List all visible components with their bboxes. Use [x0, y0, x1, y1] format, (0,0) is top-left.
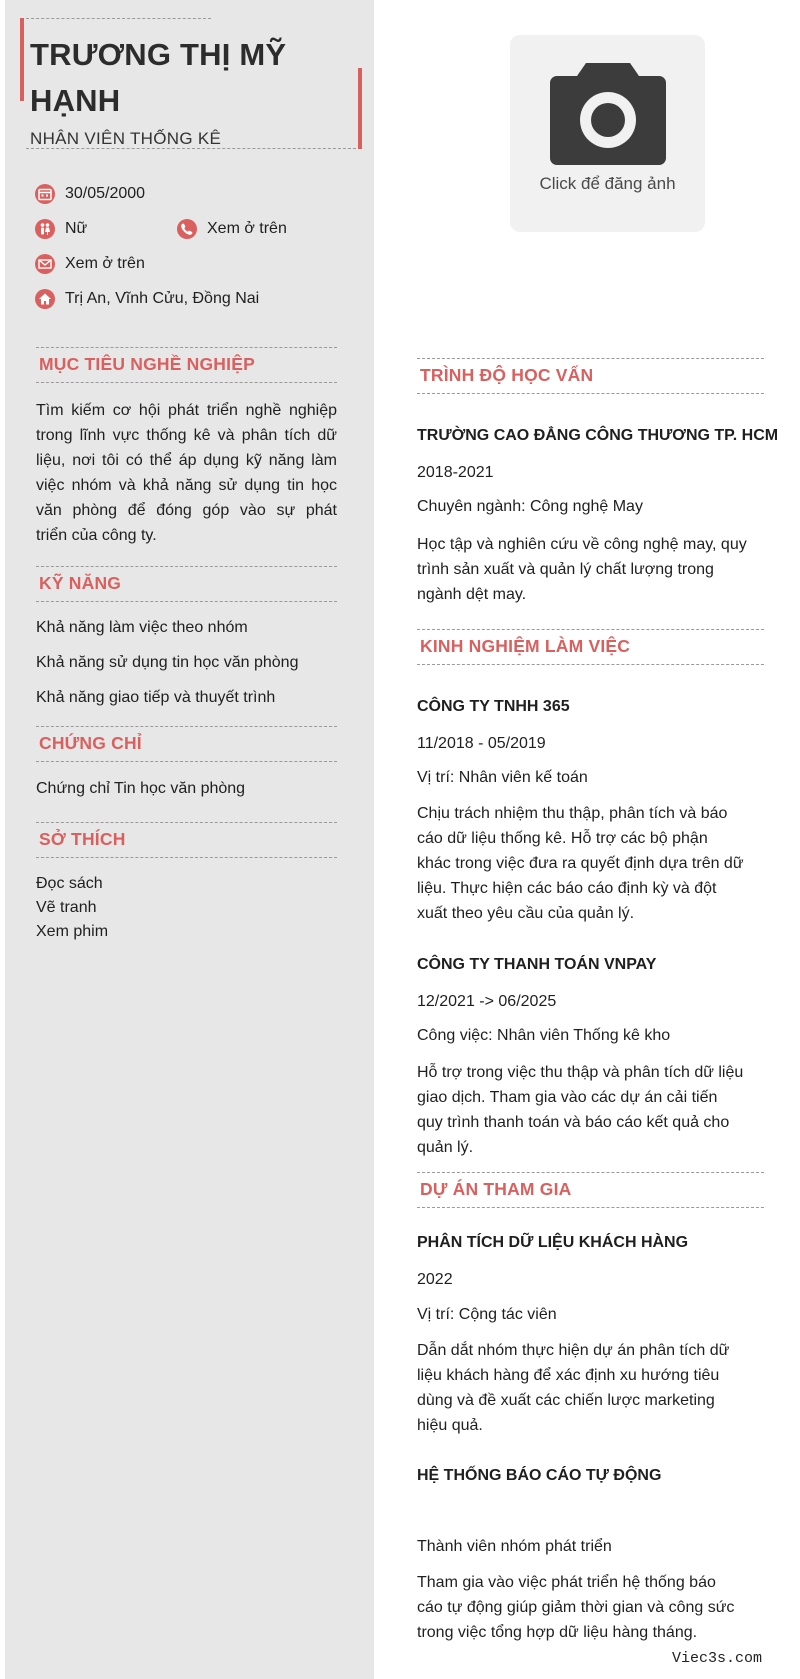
contact-birthday[interactable]: [35, 184, 145, 204]
project-line: hiệu quả.: [417, 1417, 483, 1434]
skill-item: Khả năng sử dụng tin học văn phòng: [36, 654, 299, 671]
address-value: Trị An, Vĩnh Cửu, Đồng Nai: [65, 290, 260, 307]
job-role: Công việc: Nhân viên Thống kê kho: [417, 1027, 671, 1044]
skill-item: Khả năng giao tiếp và thuyết trình: [36, 689, 276, 706]
candidate-name[interactable]: TRƯƠNG THỊ MỸ HẠNH: [30, 37, 287, 118]
project-role: Vị trí: Cộng tác viên: [417, 1306, 557, 1323]
section-header-projects: [417, 1172, 764, 1208]
envelope-icon: [35, 254, 55, 274]
contact-address[interactable]: [35, 289, 259, 309]
objective-line: trong lĩnh vực thống kê và phân tích dữ: [36, 427, 337, 444]
objective-line: việc nhóm và khả năng sử dụng tin học: [36, 477, 337, 494]
project-name: HỆ THỐNG BÁO CÁO TỰ ĐỘNG: [417, 1467, 662, 1484]
section-header-education: [417, 358, 764, 394]
job-description: [417, 1060, 767, 1160]
contact-email[interactable]: [35, 254, 145, 274]
projects-title: DỰ ÁN THAM GIA: [420, 1179, 572, 1199]
objective-text: [36, 398, 337, 548]
job-line: liệu. Thực hiện các báo cáo định kỳ và đột: [417, 880, 717, 897]
hobby-item: Vẽ tranh: [36, 899, 97, 916]
hobby-item: Đọc sách: [36, 875, 103, 892]
gender-icon: [35, 219, 55, 239]
project-role: Thành viên nhóm phát triển: [417, 1538, 612, 1555]
project-line: Dẫn dắt nhóm thực hiện dự án phân tích dữ: [417, 1342, 730, 1359]
calendar-icon: [35, 184, 55, 204]
hobbies-title: SỞ THÍCH: [39, 829, 126, 849]
skills-title: KỸ NĂNG: [39, 573, 122, 593]
job-line: quy trình thanh toán và báo cáo kết quả cho: [417, 1114, 730, 1131]
job-period: 12/2021 -> 06/2025: [417, 993, 557, 1010]
education-line: ngành dệt may.: [417, 586, 527, 603]
project-year: 2022: [417, 1271, 453, 1288]
certificates-title: CHỨNG CHỈ: [39, 733, 142, 753]
education-line: Học tập và nghiên cứu về công nghệ may, quy: [417, 536, 747, 553]
contact-gender[interactable]: [35, 219, 87, 239]
job-role: Vị trí: Nhân viên kế toán: [417, 769, 588, 786]
objective-line: văn phòng để đóng góp vào sự phát: [36, 502, 337, 519]
camera-icon: [550, 63, 666, 165]
project-name: PHÂN TÍCH DỮ LIỆU KHÁCH HÀNG: [417, 1234, 689, 1251]
name-block: [20, 18, 360, 148]
skill-item: Khả năng làm việc theo nhóm: [36, 619, 248, 636]
certificate-item: Chứng chỉ Tin học văn phòng: [36, 780, 246, 797]
experience-title: KINH NGHIỆM LÀM VIỆC: [420, 636, 631, 656]
photo-upload-label: Click để đăng ảnh: [539, 174, 676, 193]
education-period: 2018-2021: [417, 464, 494, 481]
photo-upload[interactable]: [510, 35, 705, 232]
accent-bar-right: [358, 68, 362, 149]
objective-line: Tìm kiếm cơ hội phát triển nghề nghiệp: [36, 402, 337, 419]
objective-line: liệu, nơi tôi có thể áp dụng kỹ năng làm: [36, 452, 337, 469]
education-line: trình sản xuất và quản lý chất lượng trong: [417, 561, 714, 578]
job-title[interactable]: NHÂN VIÊN THỐNG KÊ: [30, 129, 222, 148]
section-header-hobbies: [36, 822, 337, 858]
hobby-item: Xem phim: [36, 923, 109, 940]
section-header-skills: [36, 566, 337, 602]
section-header-objective: [36, 347, 337, 383]
email-value: Xem ở trên: [65, 255, 145, 272]
project-line: dùng và đề xuất các chiến lược marketing: [417, 1392, 715, 1409]
project-line: liệu khách hàng để xác định xu hướng tiêu: [417, 1367, 720, 1384]
job-line: Chịu trách nhiệm thu thập, phân tích và báo: [417, 805, 728, 822]
job-description: [417, 801, 767, 926]
job-line: Hỗ trợ trong việc thu thập và phân tích dữ liệu: [417, 1064, 744, 1081]
school-name: TRƯỜNG CAO ĐẲNG CÔNG THƯƠNG TP. HCM: [417, 427, 779, 444]
objective-title: MỤC TIÊU NGHỀ NGHIỆP: [39, 354, 255, 374]
gender-value: Nữ: [65, 220, 88, 237]
job-line: giao dịch. Tham gia vào các dự án cải tiến: [417, 1089, 718, 1106]
job-line: quản lý.: [417, 1139, 474, 1156]
accent-bar-left: [20, 18, 24, 101]
section-header-certificates: [36, 726, 337, 762]
project-description: [417, 1570, 767, 1645]
contact-phone[interactable]: [177, 219, 287, 239]
job-line: cáo dữ liệu thống kê. Hỗ trợ các bộ phận: [417, 830, 708, 847]
project-line: Tham gia vào việc phát triển hệ thống báo: [417, 1574, 716, 1591]
project-line: trong việc tổng hợp dữ liệu hàng tháng.: [417, 1624, 698, 1641]
job-period: 11/2018 - 05/2019: [417, 735, 546, 752]
job-line: xuất theo yêu cầu của quản lý.: [417, 905, 635, 922]
birthday-value: 30/05/2000: [65, 185, 146, 202]
job-company: CÔNG TY THANH TOÁN VNPAY: [417, 956, 657, 973]
education-title: TRÌNH ĐỘ HỌC VẤN: [420, 365, 594, 385]
education-major: Chuyên ngành: Công nghệ May: [417, 498, 643, 515]
objective-line: triển của công ty.: [36, 527, 157, 544]
project-line: cáo tự động giúp giảm thời gian và công sức: [417, 1599, 735, 1616]
job-line: khác trong việc đưa ra quyết định dựa trên dữ: [417, 855, 744, 872]
section-header-experience: [417, 629, 764, 665]
project-description: [417, 1338, 767, 1438]
education-description: [417, 532, 767, 607]
phone-value: Xem ở trên: [207, 220, 287, 237]
watermark-footer: Viec3s.com: [672, 1650, 763, 1667]
home-icon: [35, 289, 55, 309]
phone-icon: [177, 219, 197, 239]
job-company: CÔNG TY TNHH 365: [417, 698, 570, 715]
